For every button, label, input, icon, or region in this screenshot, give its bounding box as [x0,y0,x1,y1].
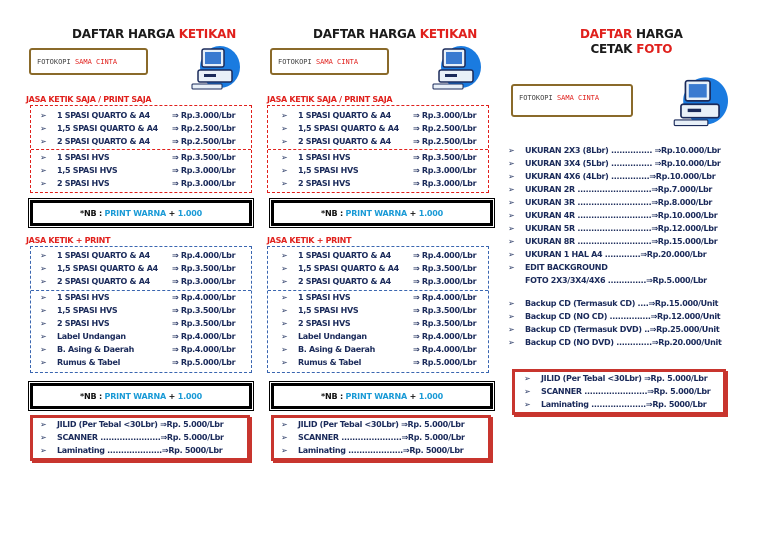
page-title: DAFTAR HARGA KETIKAN [72,27,237,41]
ketik-print-row [40,264,255,277]
item-price: ⇒ Rp.2.500/Lbr [413,137,477,146]
ketik-saja-row [40,111,255,124]
item-text: UKURAN 4X6 (4Lbr) ..............⇒Rp.10.000/Lbr [525,172,716,181]
section-heading-ketik-print-2: JASA KETIK + PRINT [267,236,352,245]
bullet-arrow-icon: ➢ [508,250,515,259]
item-name: 1,5 SPASI HVS [57,166,118,175]
item-price: ⇒ Rp.3.500/Lbr [413,319,477,328]
ketik-print-row [40,345,255,358]
item-name: 1 SPASI QUARTO & A4 [298,251,391,260]
bullet-arrow-icon: ➢ [40,358,47,367]
item-price: ⇒ Rp.4.000/Lbr [413,345,477,354]
item-price: ⇒ Rp.3.000/Lbr [413,111,477,120]
item-text: SCANNER ......................⇒Rp. 5.000/Lbr [298,433,465,442]
item-price: ⇒ Rp.4.000/Lbr [413,293,477,302]
ketik-print-row [40,293,255,306]
item-price: ⇒ Rp.3.000/Lbr [413,166,477,175]
bullet-arrow-icon: ➢ [40,179,47,188]
item-text: SCANNER .......................⇒Rp. 5.000/Lbr [541,387,711,396]
item-text: FOTO 2X3/3X4/4X6 ..............⇒Rp.5.000/Lbr [525,276,707,285]
bullet-arrow-icon: ➢ [40,124,47,133]
ketik-saja-row [40,166,255,179]
item-name: 1,5 SPASI QUARTO & A4 [298,264,399,273]
bullet-arrow-icon: ➢ [508,325,515,334]
ketik-saja-row [40,179,255,192]
ketik-saja-row [40,137,255,150]
item-price: ⇒ Rp.3.000/Lbr [172,179,236,188]
shop-name-box: FOTOKOPI SAMA CINTA [29,48,148,75]
ketik-print-row [40,277,255,290]
item-name: Rumus & Tabel [298,358,362,367]
item-name: 1,5 SPASI HVS [298,306,359,315]
page-title-2: DAFTAR HARGA KETIKAN [313,27,478,41]
item-text: JILID (Per Tebal <30Lbr) ⇒Rp. 5.000/Lbr [541,374,708,383]
item-name: Label Undangan [298,332,367,341]
item-name: 1 SPASI QUARTO & A4 [57,251,150,260]
ketik-print-row [281,332,496,345]
bullet-arrow-icon: ➢ [281,264,288,273]
item-price: ⇒ Rp.4.000/Lbr [413,251,477,260]
item-name: 1,5 SPASI HVS [298,166,359,175]
bullet-arrow-icon: ➢ [40,293,47,302]
item-price: ⇒ Rp.4.000/Lbr [172,332,236,341]
item-price: ⇒ Rp.5.000/Lbr [413,358,477,367]
item-price: ⇒ Rp.4.000/Lbr [172,293,236,302]
item-price: ⇒ Rp.3.000/Lbr [172,111,236,120]
item-text: UKURAN 3X4 (5Lbr) ............... ⇒Rp.10.000/Lbr [525,159,721,168]
bullet-arrow-icon: ➢ [524,374,531,383]
item-name: Rumus & Tabel [57,358,121,367]
item-text: Laminating ....................⇒Rp. 5000/Lbr [541,400,707,409]
bullet-arrow-icon: ➢ [281,293,288,302]
item-text: SCANNER ......................⇒Rp. 5.000/Lbr [57,433,224,442]
item-text: UKURAN 2X3 (8Lbr) ............... ⇒Rp.10.000/Lbr [525,146,721,155]
item-name: B. Asing & Daerah [57,345,134,354]
item-name: 1,5 SPASI HVS [57,306,118,315]
ketik-print-row [281,251,496,264]
ketik-print-row [40,332,255,345]
item-price: ⇒ Rp.2.500/Lbr [172,124,236,133]
item-text: JILID (Per Tebal <30Lbr) ⇒Rp. 5.000/Lbr [298,420,465,429]
ketik-print-row [40,306,255,319]
item-name: 1 SPASI QUARTO & A4 [57,111,150,120]
item-name: 1 SPASI QUARTO & A4 [298,111,391,120]
item-text: Laminating ....................⇒Rp. 5000/Lbr [298,446,464,455]
item-text: UKURAN 2R ...........................⇒Rp.7.000/Lbr [525,185,713,194]
item-text: Backup CD (Termasuk CD) ....⇒Rp.15.000/Unit [525,299,719,308]
item-price: ⇒ Rp.3.500/Lbr [413,264,477,273]
item-name: 1 SPASI HVS [298,293,351,302]
ketik-print-row [281,277,496,290]
bullet-arrow-icon: ➢ [40,446,47,455]
bullet-arrow-icon: ➢ [508,338,515,347]
ketik-print-row [281,358,496,371]
bullet-arrow-icon: ➢ [281,137,288,146]
ketik-saja-row [281,153,496,166]
section-heading-ketik-saja-2: JASA KETIK SAJA / PRINT SAJA [267,95,393,104]
item-text: JILID (Per Tebal <30Lbr) ⇒Rp. 5.000/Lbr [57,420,224,429]
ketik-saja-row [281,166,496,179]
ketik-print-row [40,251,255,264]
bullet-arrow-icon: ➢ [281,332,288,341]
bullet-arrow-icon: ➢ [508,211,515,220]
bullet-arrow-icon: ➢ [281,153,288,162]
bullet-arrow-icon: ➢ [524,400,531,409]
ketik-print-row [281,306,496,319]
section-heading-ketik-saja: JASA KETIK SAJA / PRINT SAJA [26,95,152,104]
bullet-arrow-icon: ➢ [508,185,515,194]
bullet-arrow-icon: ➢ [40,111,47,120]
item-price: ⇒ Rp.3.500/Lbr [172,153,236,162]
item-name: B. Asing & Daerah [298,345,375,354]
bullet-arrow-icon: ➢ [40,264,47,273]
item-price: ⇒ Rp.4.000/Lbr [413,332,477,341]
item-name: 1,5 SPASI QUARTO & A4 [298,124,399,133]
ketik-saja-row [281,137,496,150]
bullet-arrow-icon: ➢ [40,319,47,328]
ketik-saja-row [281,124,496,137]
foto-title: DAFTAR HARGA CETAK FOTO [580,27,683,56]
item-text: Backup CD (NO DVD) .............⇒Rp.20.000/Unit [525,338,722,347]
item-price: ⇒ Rp.3.500/Lbr [172,319,236,328]
item-name: Label Undangan [57,332,126,341]
item-name: 2 SPASI QUARTO & A4 [298,137,391,146]
bullet-arrow-icon: ➢ [508,146,515,155]
item-price: ⇒ Rp.4.000/Lbr [172,251,236,260]
item-text: UKURAN 1 HAL A4 .............⇒Rp.20.000/Lbr [525,250,707,259]
item-name: 1 SPASI HVS [57,153,110,162]
item-name: 2 SPASI QUARTO & A4 [57,137,150,146]
bullet-arrow-icon: ➢ [281,319,288,328]
bullet-arrow-icon: ➢ [281,166,288,175]
item-price: ⇒ Rp.2.500/Lbr [413,124,477,133]
bullet-arrow-icon: ➢ [508,237,515,246]
item-price: ⇒ Rp.3.000/Lbr [172,166,236,175]
ketik-print-row [281,345,496,358]
item-price: ⇒ Rp.3.000/Lbr [172,277,236,286]
item-text: UKURAN 5R ...........................⇒Rp.12.000/Lbr [525,224,718,233]
bullet-arrow-icon: ➢ [40,420,47,429]
bullet-arrow-icon: ➢ [524,387,531,396]
item-name: 1 SPASI HVS [57,293,110,302]
shop-name-box-2: FOTOKOPI SAMA CINTA [270,48,389,75]
bullet-arrow-icon: ➢ [40,332,47,341]
item-text: Backup CD (NO CD) ...............⇒Rp.12.000/Unit [525,312,721,321]
bullet-arrow-icon: ➢ [281,433,288,442]
bullet-arrow-icon: ➢ [40,277,47,286]
bullet-arrow-icon: ➢ [281,420,288,429]
item-price: ⇒ Rp.3.500/Lbr [413,306,477,315]
item-name: 1 SPASI HVS [298,153,351,162]
ketik-print-row [281,264,496,277]
bullet-arrow-icon: ➢ [281,251,288,260]
bullet-arrow-icon: ➢ [508,159,515,168]
bullet-arrow-icon: ➢ [508,172,515,181]
bullet-arrow-icon: ➢ [508,198,515,207]
bullet-arrow-icon: ➢ [508,312,515,321]
bullet-arrow-icon: ➢ [40,433,47,442]
item-name: 2 SPASI QUARTO & A4 [298,277,391,286]
computer-icon [190,45,240,91]
ketik-saja-row [281,111,496,124]
item-price: ⇒ Rp.3.500/Lbr [413,153,477,162]
nb-print-warna-note-3: *NB : PRINT WARNA + 1.000 [271,200,493,226]
item-name: 2 SPASI HVS [57,319,110,328]
nb-print-warna-note-4: *NB : PRINT WARNA + 1.000 [271,383,493,409]
bullet-arrow-icon: ➢ [40,153,47,162]
item-name: 2 SPASI HVS [298,179,351,188]
item-text: Laminating ....................⇒Rp. 5000/Lbr [57,446,223,455]
item-price: ⇒ Rp.3.500/Lbr [172,264,236,273]
item-price: ⇒ Rp.5.000/Lbr [172,358,236,367]
bullet-arrow-icon: ➢ [508,299,515,308]
item-text: UKURAN 8R ...........................⇒Rp.15.000/Lbr [525,237,718,246]
ketik-print-row [281,293,496,306]
bullet-arrow-icon: ➢ [40,251,47,260]
bullet-arrow-icon: ➢ [40,137,47,146]
item-price: ⇒ Rp.2.500/Lbr [172,137,236,146]
bullet-arrow-icon: ➢ [508,263,515,272]
shop-name-box-3: FOTOKOPI SAMA CINTA [511,84,633,117]
item-text: UKURAN 4R ...........................⇒Rp.10.000/Lbr [525,211,718,220]
ketik-print-row [40,319,255,332]
ketik-saja-row [40,124,255,137]
computer-icon [431,45,481,91]
bullet-arrow-icon: ➢ [281,111,288,120]
bullet-arrow-icon: ➢ [508,224,515,233]
ketik-print-row [40,358,255,371]
item-price: ⇒ Rp.4.000/Lbr [172,345,236,354]
bullet-arrow-icon: ➢ [40,166,47,175]
bullet-arrow-icon: ➢ [281,124,288,133]
bullet-arrow-icon: ➢ [281,345,288,354]
bullet-arrow-icon: ➢ [40,345,47,354]
bullet-arrow-icon: ➢ [281,277,288,286]
item-name: 1,5 SPASI QUARTO & A4 [57,124,158,133]
item-text: EDIT BACKGROUND [525,263,608,272]
item-name: 2 SPASI QUARTO & A4 [57,277,150,286]
item-text: UKURAN 3R ...........................⇒Rp.8.000/Lbr [525,198,713,207]
ketik-saja-row [281,179,496,192]
section-heading-ketik-print: JASA KETIK + PRINT [26,236,111,245]
item-text: Backup CD (Termasuk DVD) ..⇒Rp.25.000/Unit [525,325,720,334]
computer-icon [672,76,728,128]
bullet-arrow-icon: ➢ [281,179,288,188]
bullet-arrow-icon: ➢ [281,306,288,315]
item-price: ⇒ Rp.3.500/Lbr [172,306,236,315]
item-name: 1,5 SPASI QUARTO & A4 [57,264,158,273]
bullet-arrow-icon: ➢ [40,306,47,315]
nb-print-warna-note: *NB : PRINT WARNA + 1.000 [30,200,252,226]
ketik-print-row [281,319,496,332]
ketik-saja-row [40,153,255,166]
item-name: 2 SPASI HVS [298,319,351,328]
nb-print-warna-note-2: *NB : PRINT WARNA + 1.000 [30,383,252,409]
item-price: ⇒ Rp.3.000/Lbr [413,277,477,286]
bullet-arrow-icon: ➢ [281,358,288,367]
bullet-arrow-icon: ➢ [281,446,288,455]
item-name: 2 SPASI HVS [57,179,110,188]
item-price: ⇒ Rp.3.000/Lbr [413,179,477,188]
